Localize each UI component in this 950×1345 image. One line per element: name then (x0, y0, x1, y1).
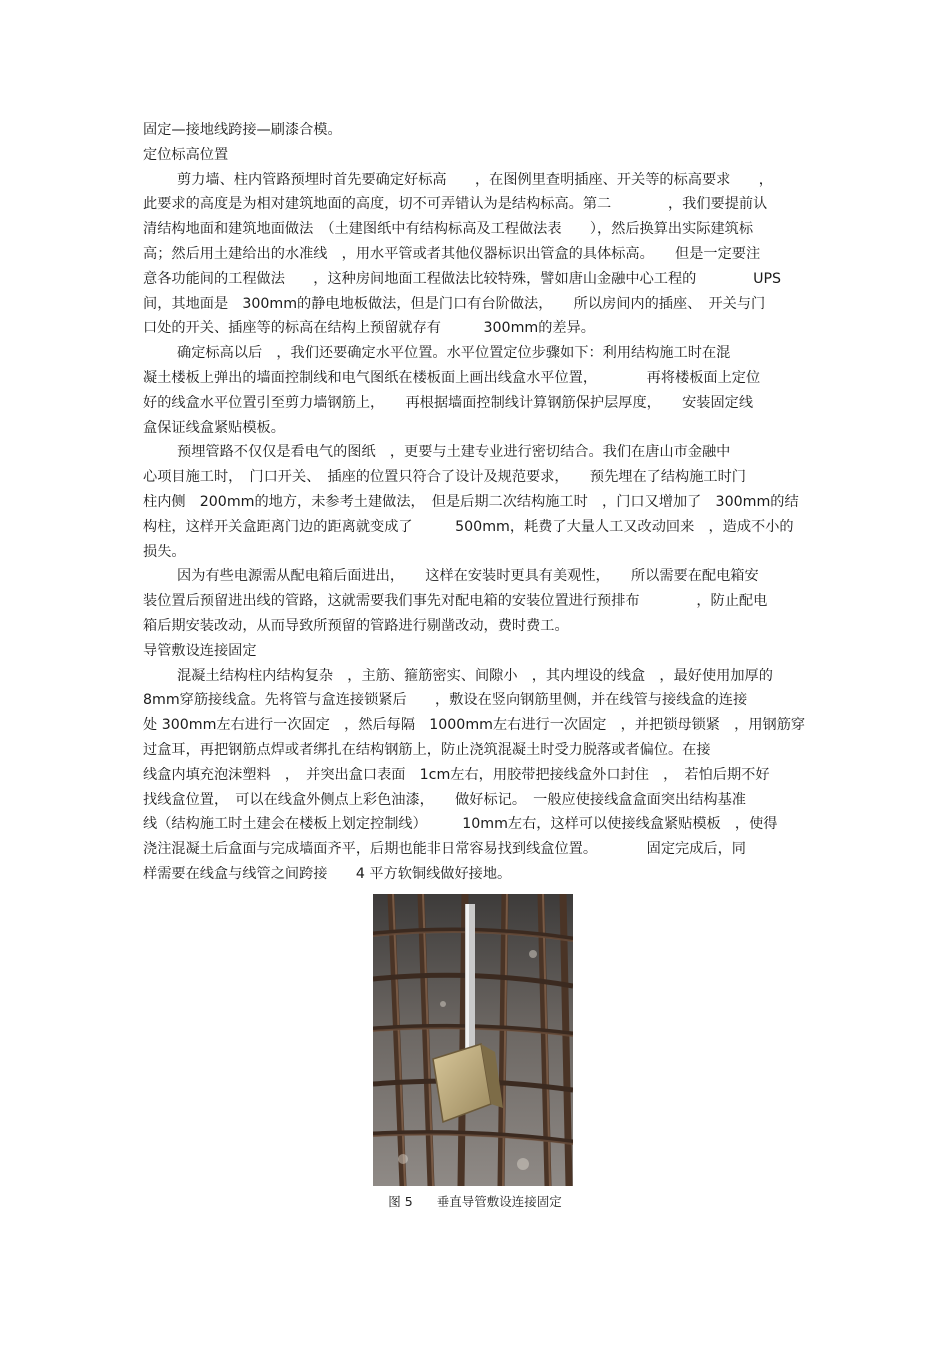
text-line: 构柱，这样开关盒距离门边的距离就变成了 500mm，耗费了大量人工又改动回来 ，造成不小的 (143, 518, 794, 535)
figure-caption (0, 1192, 950, 1210)
text-line: 浇注混凝土后盒面与完成墙面齐平，后期也能非日常容易找到线盒位置。 固定完成后，同 (143, 841, 746, 858)
text-line: 好的线盒水平位置引至剪力墙钢筋上， 再根据墙面控制线计算钢筋保护层厚度， 安装固定线 (143, 394, 754, 411)
text-line: 因为有些电源需从配电箱后面进出， 这样在安装时更具有美观性， 所以需要在配电箱安 (177, 568, 759, 585)
text-line: 定位标高位置 (143, 146, 229, 163)
text-line: 间，其地面是 300mm的静电地板做法，但是门口有台阶做法， 所以房间内的插座、 开关与门 (143, 295, 766, 312)
body-text (143, 118, 805, 887)
text-line: 找线盒位置， 可以在线盒外侧点上彩色油漆， 做好标记。 一般应使接线盒盒面突出结构基准 (143, 791, 746, 808)
text-line: 凝土楼板上弹出的墙面控制线和电气图纸在楼板面上画出线盒水平位置， 再将楼板面上定位 (143, 369, 761, 386)
text-line: 剪力墙、柱内管路预埋时首先要确定好标高 ，在图例里查明插座、开关等的标高要求 ， (177, 171, 773, 188)
text-line: 混凝土结构柱内结构复杂 ，主筋、箍筋密实、间隙小 ，其内埋设的线盒 ，最好使用加厚的 (177, 667, 773, 684)
text-line: 装位置后预留进出线的管路，这就需要我们事先对配电箱的安装位置进行预排布 ，防止配电 (143, 593, 768, 610)
text-line: 预埋管路不仅仅是看电气的图纸 ，更要与土建专业进行密切结合。我们在唐山市金融中 (177, 444, 731, 461)
figure-title: 垂直导管敷设连接固定 (436, 1194, 562, 1209)
text-line: 损失。 (143, 543, 186, 560)
text-line: 盒保证线盒紧贴模板。 (143, 419, 285, 436)
text-line: 高；然后用土建给出的水准线 ，用水平管或者其他仪器标识出管盒的具体标高。 但是一定要注 (143, 245, 761, 262)
text-line: 样需要在线盒与线管之间跨接 4 平方软铜线做好接地。 (143, 865, 512, 882)
text-line: 过盒耳，再把钢筋点焊或者绑扎在结构钢筋上，防止浇筑混凝土时受力脱落或者偏位。在接 (143, 741, 711, 758)
construction-photo (373, 894, 573, 1186)
rebar-photo-image (373, 894, 573, 1186)
text-line: 箱后期安装改动，从而导致所预留的管路进行剔凿改动，费时费工。 (143, 617, 569, 634)
figure-number: 图 5 (388, 1194, 413, 1209)
text-line: 心项目施工时， 门口开关、 插座的位置只符合了设计及规范要求， 预先埋在了结构施工时门 (143, 469, 746, 486)
text-line: 线（结构施工时土建会在楼板上划定控制线） 10mm左右，这样可以使接线盒紧贴模板 ，使得 (143, 816, 778, 833)
text-line: 口处的开关、插座等的标高在结构上预留就存有 300mm的差异。 (143, 320, 595, 337)
text-line: 柱内侧 200mm的地方，未参考土建做法， 但是后期二次结构施工时 ，门口又增加了 300mm的结 (143, 493, 799, 510)
text-line: 8mm穿筋接线盒。先将管与盒连接锁紧后 ，敷设在竖向钢筋里侧，并在线管与接线盒的连接 (143, 692, 748, 709)
text-line: 固定—接地线跨接—刷漆合模。 (143, 122, 342, 138)
text-line: 清结构地面和建筑地面做法 （土建图纸中有结构标高及工程做法表 ），然后换算出实际建筑标 (143, 221, 754, 238)
text-line: 意各功能间的工程做法 ，这种房间地面工程做法比较特殊，譬如唐山金融中心工程的 UPS (143, 270, 782, 287)
text-line: 处 300mm左右进行一次固定 ，然后每隔 1000mm左右进行一次固定 ，并把锁母锁紧 ，用钢筋穿 (143, 717, 805, 734)
text-line: 确定标高以后 ，我们还要确定水平位置。水平位置定位步骤如下：利用结构施工时在混 (177, 345, 731, 362)
text-line: 导管敷设连接固定 (143, 642, 257, 659)
text-line: 此要求的高度是为相对建筑地面的高度，切不可弄错认为是结构标高。第二 ，我们要提前认 (143, 196, 768, 213)
text-line: 线盒内填充泡沫塑料 ， 并突出盒口表面 1cm左右，用胶带把接线盒外口封住 ， 若怕后期不好 (143, 766, 770, 783)
